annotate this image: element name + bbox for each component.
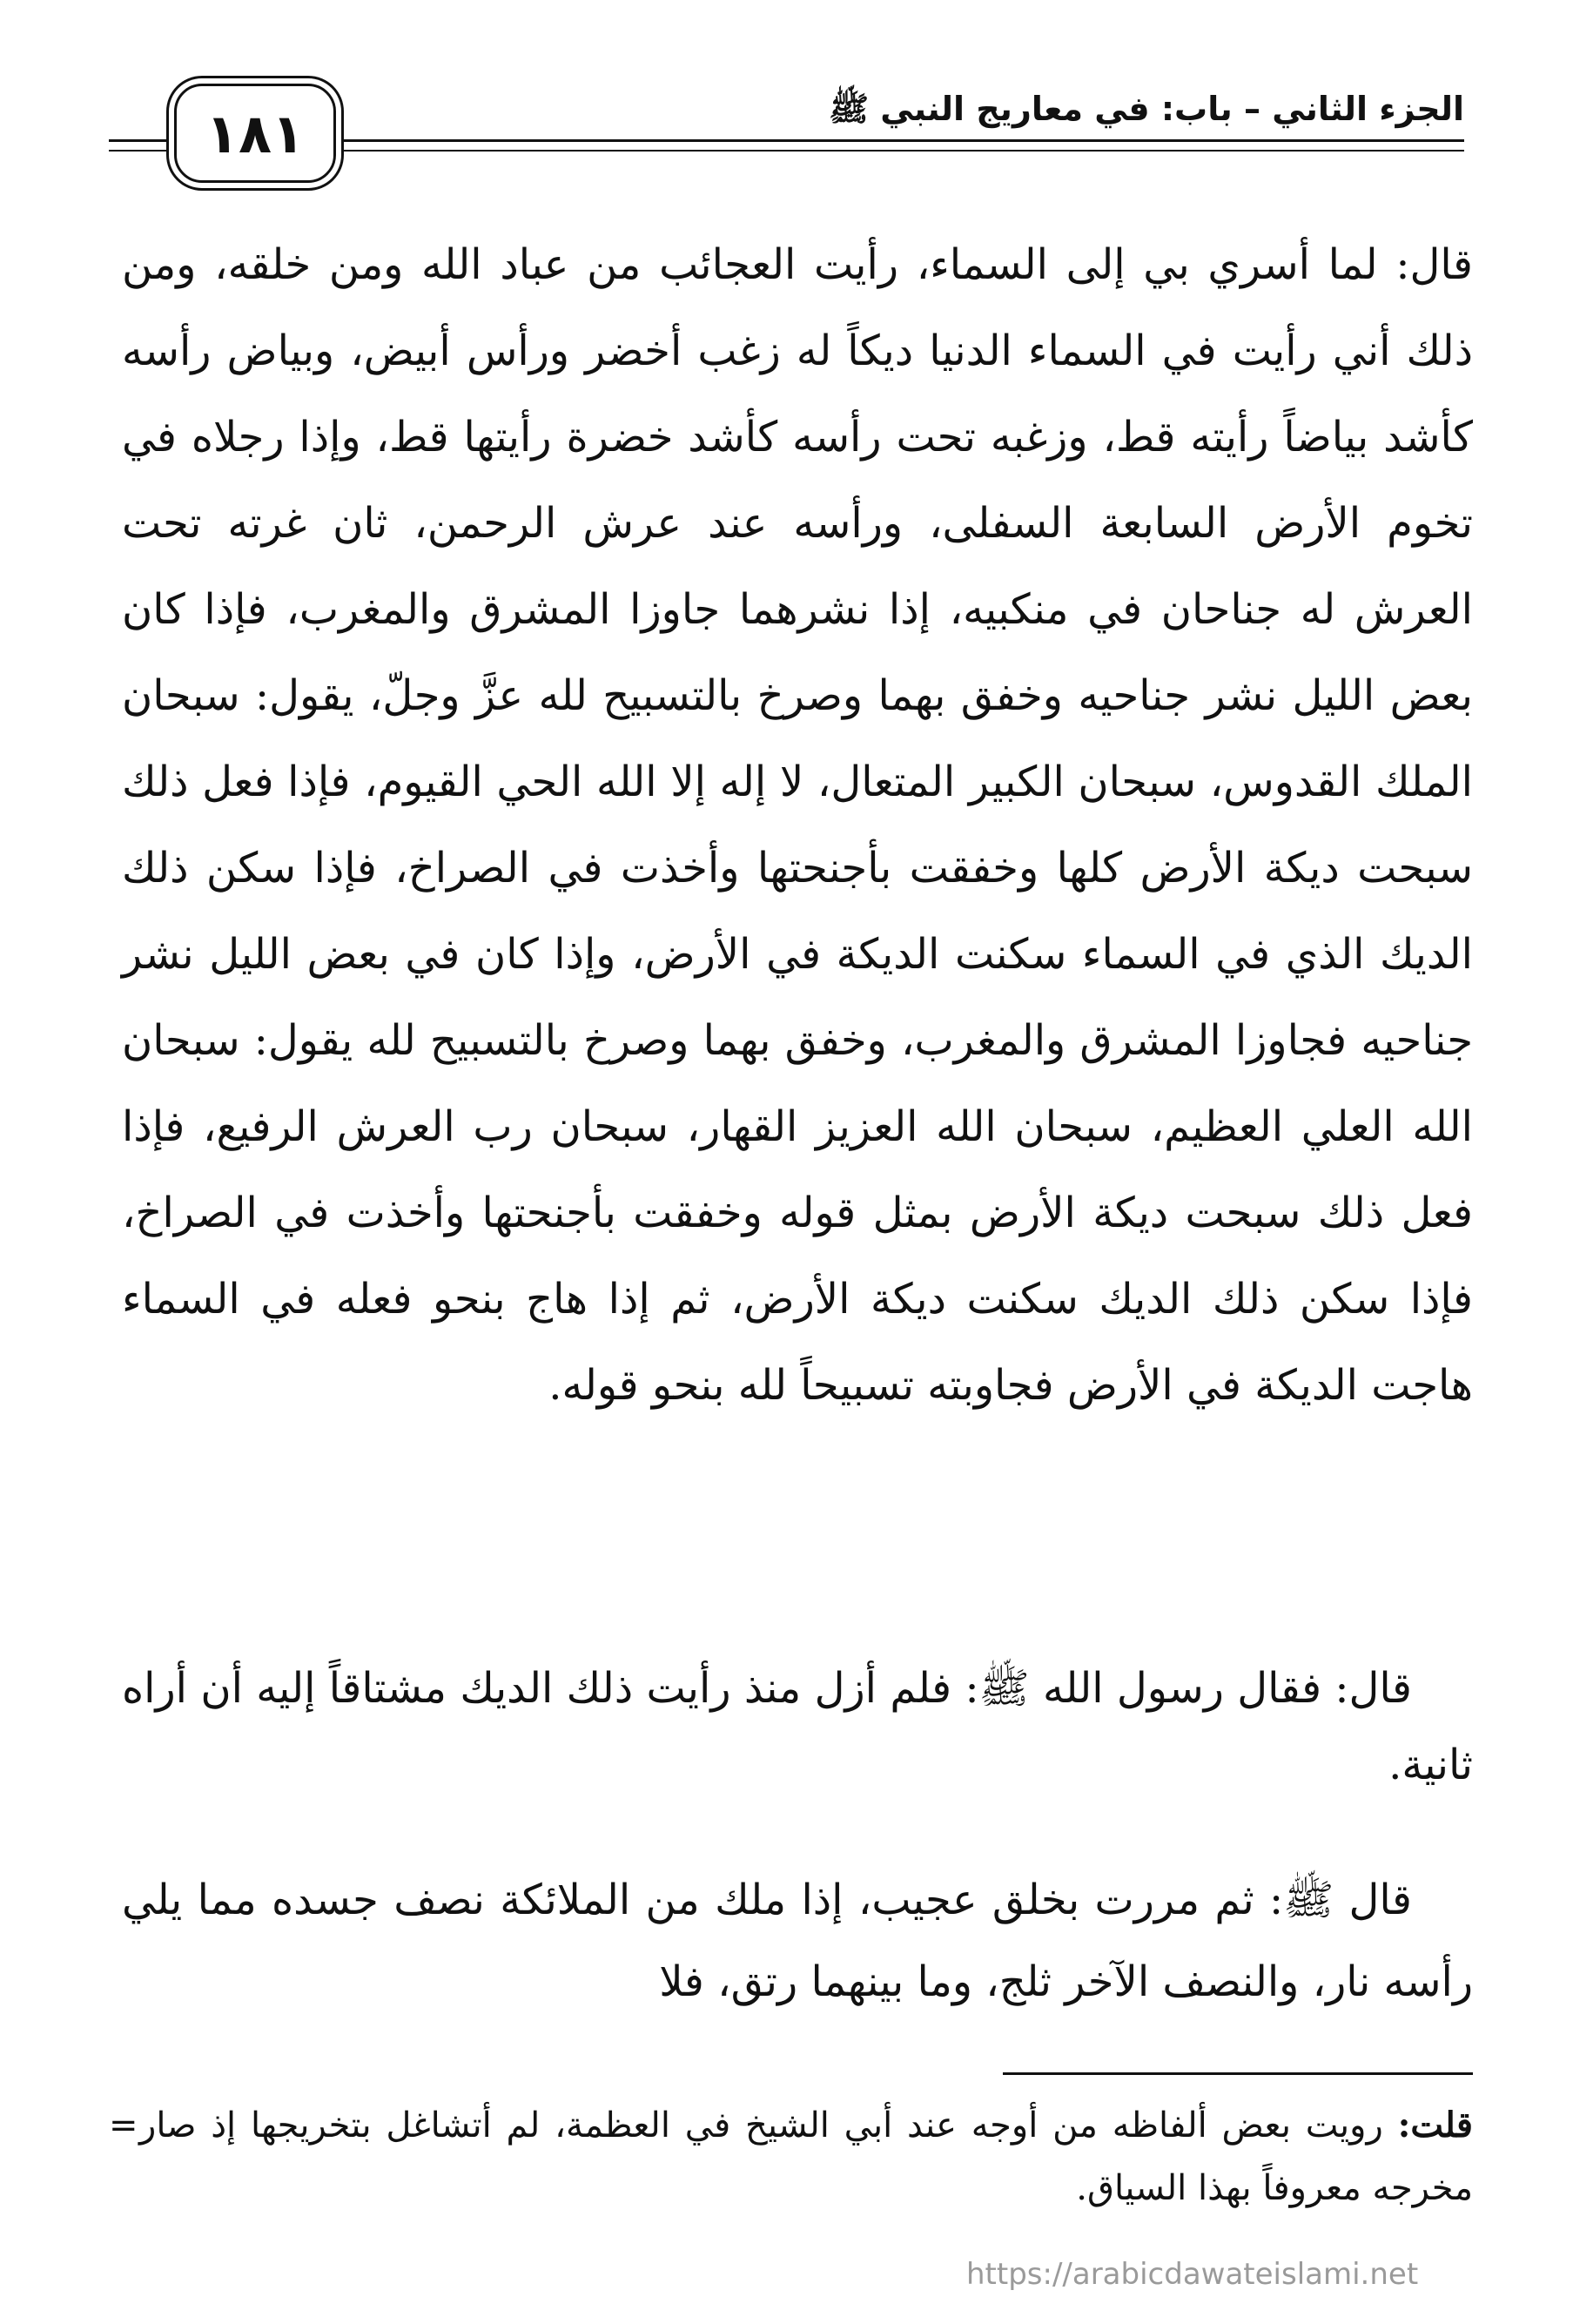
paragraph-3: قال ﷺ: ثم مررت بخلق عجيب، إذا ملك من الملائكة نصف جسده مما يلي رأسه نار، والنصف الآخر ثلج، وما بينهما رتق، فلا	[122, 1876, 1473, 2006]
footnote-text: رويت بعض ألفاظه من أوجه عند أبي الشيخ في العظمة، لم أتشاغل بتخريجها إذ صار مخرجه معروفاً بهذا السياق.	[139, 2105, 1473, 2208]
footnote-continuation-marker: =	[109, 2105, 138, 2145]
watermark-url: https://arabicdawateislami.net	[966, 2257, 1419, 2292]
footnote	[139, 2094, 1473, 2220]
paragraph-2: قال: فقال رسول الله ﷺ: فلم أزل منذ رأيت ذلك الديك مشتاقاً إليه أن أراه ثانية.	[122, 1664, 1473, 1789]
page-number-frame	[174, 84, 336, 183]
page-number: ١٨١	[205, 101, 305, 165]
footnote-label: قلت:	[1397, 2105, 1473, 2145]
main-paragraph: قال: لما أسري بي إلى السماء، رأيت العجائب من عباد الله ومن خلقه، ومن ذلك أني رأيت في السماء الدنيا ديكاً له زغب أخضر ورأس أبيض، وبياض رأسه كأشد بياضاً رأيته قط، وزغبه تحت رأسه كأشد خضرة رأيتها قط، وإذا رجلاه في تخوم الأرض السابعة السفلى، ورأسه عند عرش الرحمن، ثان غرته تحت العرش له جناحان في منكبيه، إذا نشرهما جاوزا المشرق والمغرب، فإذا كان بعض الليل نشر جناحيه وخفق بهما وصرخ بالتسبيح لله عزَّ وجلّ، يقول: سبحان الملك القدوس، سبحان الكبير المتعال، لا إله إلا الله الحي القيوم، فإذا فعل ذلك سبحت ديكة الأرض كلها وخفقت بأجنحتها وأخذت في الصراخ، فإذا سكن ذلك الديك الذي في السماء سكنت الديكة في الأرض، وإذا كان في بعض الليل نشر جناحيه فجاوزا المشرق والمغرب، وخفق بهما وصرخ بالتسبيح لله يقول: سبحان الله العلي العظيم، سبحان الله العزيز القهار، سبحان رب العرش الرفيع، فإذا فعل ذلك سبحت ديكة الأرض بمثل قوله وخفقت بأجنحتها وأخذت في الصراخ، فإذا سكن ذلك الديك سكنت ديكة الأرض، ثم إذا هاج بنحو فعله في السماء هاجت الديكة في الأرض فجاوبته تسبيحاً لله بنحو قوله.	[122, 240, 1474, 1410]
running-title: الجزء الثاني – باب: في معاريج النبي ﷺ	[829, 90, 1464, 128]
footnote-separator	[1003, 2072, 1473, 2075]
